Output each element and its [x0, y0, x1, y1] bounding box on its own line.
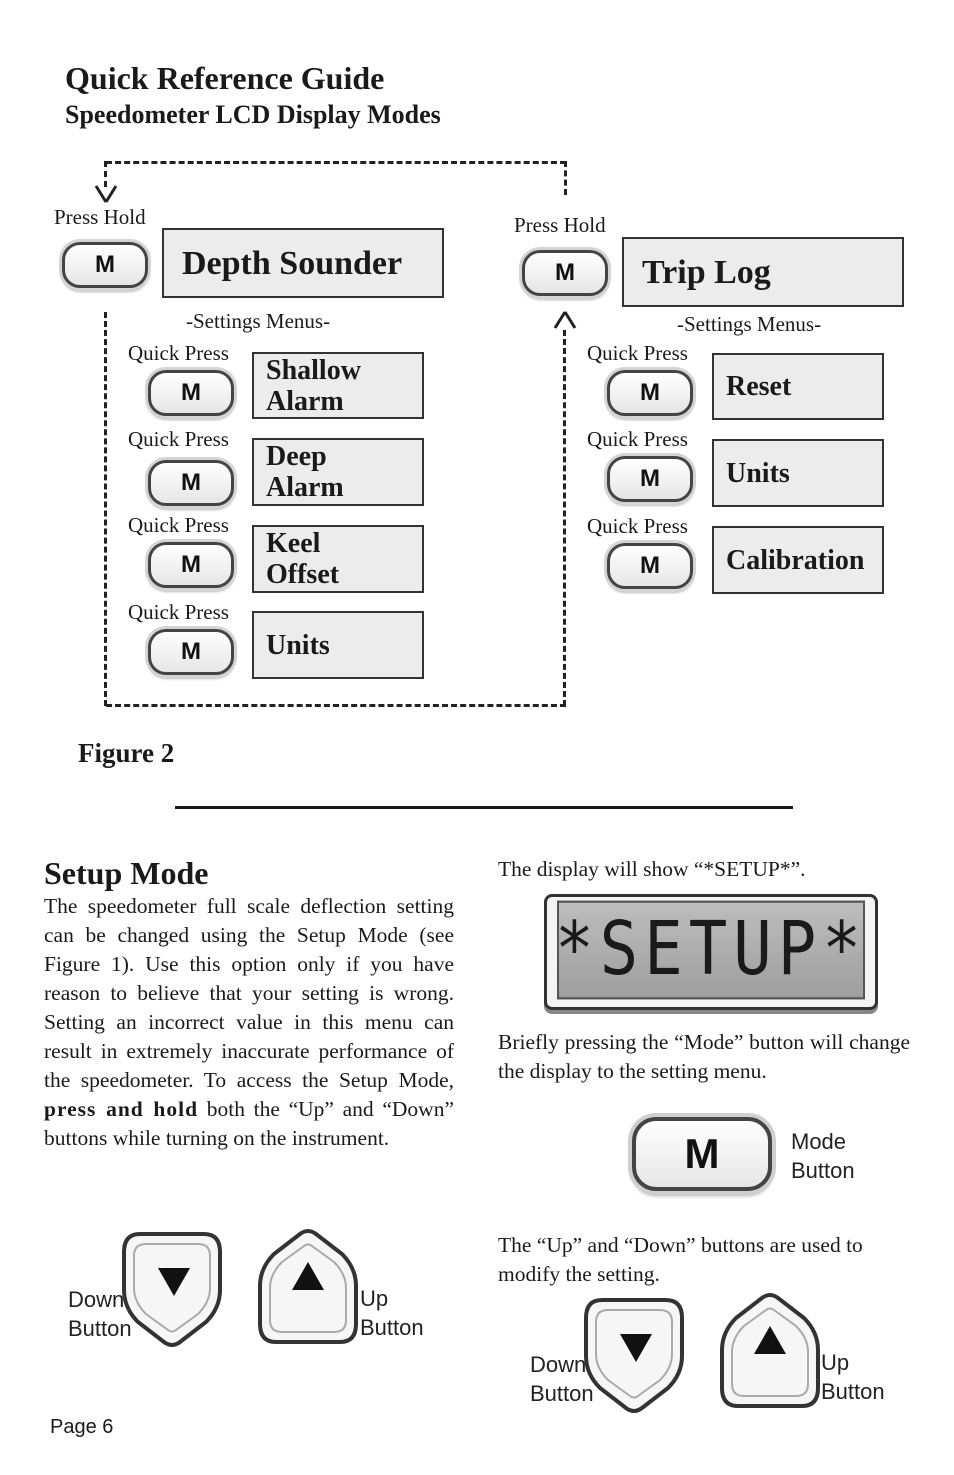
keel-offset-line2: Offset — [266, 559, 340, 590]
units-box-right: Units — [712, 439, 884, 507]
deep-alarm-line1: Deep — [266, 441, 327, 472]
para-bold-text: press and hold — [44, 1097, 199, 1121]
dashed-left-line — [104, 312, 107, 706]
dashed-bottom-line — [106, 704, 566, 707]
trip-log-display: Trip Log — [622, 237, 904, 307]
setup-mode-paragraph — [44, 892, 454, 1153]
down-label-line2: Button — [530, 1381, 594, 1406]
arrow-up-icon — [553, 310, 577, 334]
mode-button-shallow-alarm[interactable]: M — [148, 370, 234, 416]
mode-caption-line1: Mode — [791, 1129, 847, 1154]
quick-press-label: Quick Press — [587, 427, 688, 451]
mode-button-left[interactable]: M — [62, 242, 148, 288]
quick-press-label: Quick Press — [587, 341, 688, 365]
quick-press-label: Quick Press — [128, 341, 229, 365]
press-hold-label-left: Press Hold — [54, 205, 146, 229]
para-text-2: both the “Up” and “Down” buttons while turning on the instrument. — [44, 1097, 454, 1150]
quick-press-label: Quick Press — [128, 600, 229, 624]
depth-sounder-display: Depth Sounder — [162, 228, 444, 298]
display-will-show-text: The display will show “*SETUP*”. — [498, 857, 806, 881]
shallow-alarm-line2: Alarm — [266, 385, 344, 417]
mode-button-units-right[interactable]: M — [607, 456, 693, 502]
down-button-icon[interactable] — [582, 1296, 686, 1414]
dashed-right-top-line — [564, 161, 567, 195]
down-label-line1: Down — [68, 1287, 125, 1312]
shallow-alarm-line1: Shallow — [266, 354, 361, 386]
up-down-text: The “Up” and “Down” buttons are used to modify the setting. — [498, 1233, 863, 1286]
up-button-label-right — [821, 1348, 885, 1406]
lcd-screen-text: *SETUP* — [557, 901, 865, 1000]
up-label-line1: Up — [821, 1350, 850, 1375]
mode-button-keel-offset[interactable]: M — [148, 542, 234, 588]
figure-caption: Figure 2 — [78, 738, 175, 768]
up-label-line2: Button — [821, 1379, 885, 1404]
down-label-line2: Button — [68, 1316, 132, 1341]
mode-button-calibration[interactable]: M — [607, 543, 693, 589]
settings-menus-label-left: -Settings Menus- — [186, 309, 331, 333]
dashed-top-line — [106, 161, 566, 164]
mode-button-units-left[interactable]: M — [148, 629, 234, 675]
page-number: Page 6 — [50, 1416, 114, 1438]
quick-press-label: Quick Press — [128, 427, 229, 451]
quick-press-label: Quick Press — [128, 513, 229, 537]
units-box-left: Units — [252, 611, 424, 679]
briefly-pressing-text: Briefly pressing the “Mode” button will change the display to the setting menu. — [498, 1030, 910, 1083]
page-subtitle: Speedometer LCD Display Modes — [65, 100, 441, 129]
dashed-right-line — [563, 330, 566, 706]
keel-offset-box — [252, 525, 424, 593]
up-label-line1: Up — [360, 1286, 389, 1311]
page-title: Quick Reference Guide — [65, 60, 385, 96]
up-button-icon[interactable] — [256, 1228, 360, 1346]
settings-menus-label-right: -Settings Menus- — [677, 312, 822, 336]
up-button-label-left — [360, 1284, 424, 1342]
reset-box: Reset — [712, 353, 884, 420]
shallow-alarm-box — [252, 352, 424, 419]
down-label-line1: Down — [530, 1352, 587, 1377]
keel-offset-line1: Keel — [266, 528, 321, 559]
quick-press-label: Quick Press — [587, 514, 688, 538]
section-divider — [175, 806, 793, 809]
para-text-1: The speedometer full scale deflection setting can be changed using the Setup Mode (see Figure 1). Use this option only if you have reason to believe that your setting is wrong. Setting an incorrect value in this menu can result in extremely inaccurate performance of the speedometer. To access the Setup Mode, — [44, 894, 454, 1092]
mode-button-caption — [791, 1127, 855, 1185]
lcd-display — [544, 894, 878, 1010]
mode-button-reset[interactable]: M — [607, 370, 693, 416]
mode-button-deep-alarm[interactable]: M — [148, 460, 234, 506]
mode-button-large[interactable]: M — [632, 1117, 772, 1191]
down-button-icon[interactable] — [120, 1230, 224, 1348]
deep-alarm-box — [252, 438, 424, 506]
press-hold-label-right: Press Hold — [514, 213, 606, 237]
mode-button-right[interactable]: M — [522, 250, 608, 296]
up-label-line2: Button — [360, 1315, 424, 1340]
arrow-down-icon — [94, 176, 118, 204]
setup-mode-heading: Setup Mode — [44, 855, 209, 891]
calibration-box: Calibration — [712, 526, 884, 594]
mode-caption-line2: Button — [791, 1158, 855, 1183]
up-button-icon[interactable] — [718, 1292, 822, 1410]
deep-alarm-line2: Alarm — [266, 472, 344, 503]
